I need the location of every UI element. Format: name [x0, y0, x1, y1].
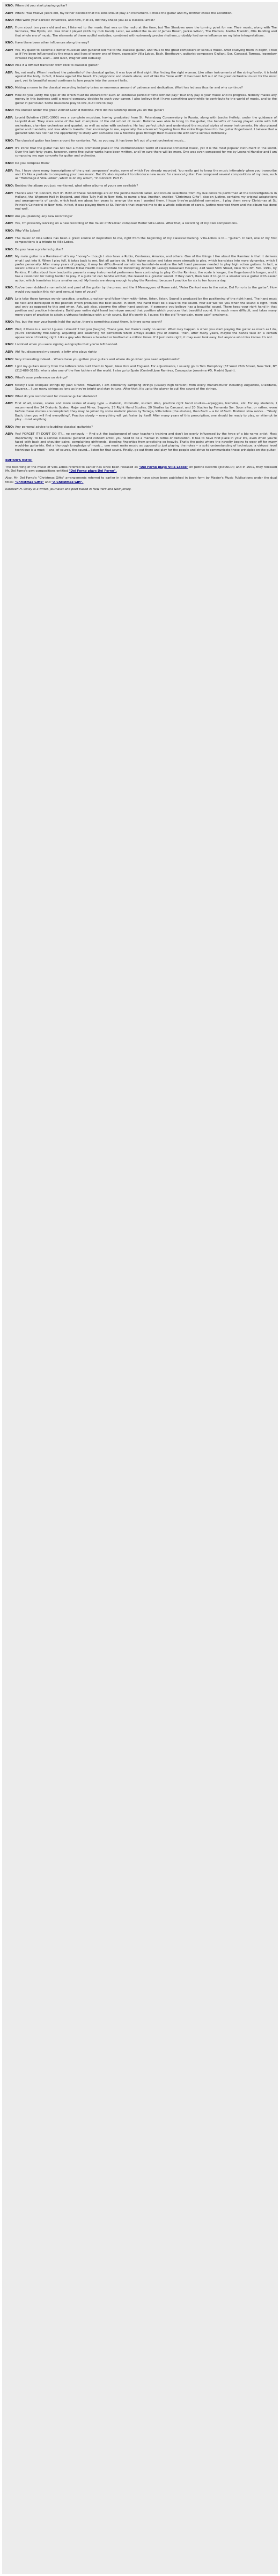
interview-entry	[5, 4, 277, 8]
interview-entry	[5, 321, 277, 324]
editors-note	[5, 459, 277, 492]
interview-entry	[5, 169, 277, 181]
entry-text: When I was twelve years old, my father decided that his sons should play an instrument. I chose the guitar and my brother chose the accordion.	[15, 11, 233, 15]
interview-entry	[5, 94, 277, 106]
speaker-label: ADF:	[5, 255, 13, 259]
entry-text: What's your preference on strings?	[15, 376, 68, 380]
speaker-label: ADF:	[5, 365, 13, 369]
speaker-label: ADF:	[5, 26, 13, 29]
entry-text: Besides the album you just mentioned, what other albums of yours are available?	[15, 184, 138, 188]
interview-entry	[5, 215, 277, 219]
interview-entry	[5, 286, 277, 294]
speaker-label: KNO:	[5, 41, 14, 45]
speaker-label: ADF:	[5, 402, 13, 406]
entry-text: Was it a difficult transition from rock to classical guitar?	[15, 64, 99, 68]
note-text: on Justine Records (JR506CD); and in 2001, they released Mr. Del Forno's own compositions entitled	[5, 465, 277, 473]
speaker-label: ADF:	[5, 48, 13, 52]
interview-entry	[5, 433, 277, 452]
interview-entry	[5, 229, 277, 233]
interview-entry	[5, 116, 277, 136]
interview-entry	[5, 64, 277, 68]
speaker-label: ADF:	[5, 116, 13, 120]
editors-note-paragraph	[5, 477, 277, 485]
interview-entry	[5, 71, 277, 83]
entry-text: The classical guitar has been around for centuries. Yet, as you say, it has been left out of great orchestral music...	[15, 139, 187, 143]
entry-text: Do you compose then?	[15, 162, 50, 165]
entry-text: You studied under the great violinist Leonid Bolotine. How did his tutorship mold you on the guitar?	[15, 109, 165, 113]
entry-text: Mostly I use Aranjuez strings by Juan Orozco. However, I am constantly sampling strings (usually high tension) from every manufacturer including Augustine, D'addario, Savarez... I use many strings as long as they're bright and stay in tune. After that, it's up to the player to pull the sound of the strings.	[15, 383, 277, 391]
entry-text: When did you start playing guitar?	[15, 4, 67, 8]
interview-entry	[5, 395, 277, 399]
speaker-label: ADF:	[5, 11, 13, 15]
speaker-label: KNO:	[5, 162, 14, 165]
interview-entry	[5, 328, 277, 340]
entry-text: Very interesting indeed... Where have you gotten your guitars and where do go when you need adjustments?	[15, 358, 180, 361]
note-text: and	[45, 480, 51, 484]
interview-entry	[5, 402, 277, 422]
speaker-label: ADF:	[5, 297, 13, 301]
interview-entry	[5, 351, 277, 354]
interview-entry	[5, 109, 277, 113]
interview-entry	[5, 49, 277, 61]
content-panel	[2, 2, 278, 2574]
speaker-label: KNO:	[5, 64, 14, 68]
speaker-label: KNO:	[5, 286, 14, 290]
entry-text: Well, if there is a secret I guess I shouldn't tell you (laughs). Thank you, but there's really no secret. What may happen is when you start playing the guitar as much as I do, you're constantly fine-tuning, adjusting and searching for perfection which always eludes you of course. Then, after many years, maybe the hands take on a certain appearance of looking right. Like a guy who throws a baseball or football at a million times. If it just looks right, it may even look easy, but anyone who tries knows it's not.	[15, 328, 277, 339]
entry-text: Yes, I'm presently working on a new recording of the music of Brazilian composer Heitor Villa Lobos. After that, a recording of my own compositions.	[15, 222, 238, 226]
speaker-label: KNO:	[5, 184, 14, 188]
entry-text: No, not really. When I realized the potential of the classical guitar, it was love at first sight, like finding the right woman. Like other instruments of the string family, it is held against the body. In fact, it leans against the heart. It's polyphonic and stands alone, sort of like the "lone wolf". It has been left out of the great orchestral music for the most part, yet its beautiful sound continues to lure people into the concert halls.	[15, 71, 277, 83]
entry-text: Do you have a preferred guitar?	[15, 248, 63, 251]
note-text: The recording of the music of Villa-Lobos referred to earlier has since been released as	[5, 465, 138, 469]
interview-entry	[5, 426, 277, 429]
entry-text: Yes! FORGET IT! DON'T DO IT!... no seriously -- Find out the background of your teacher's training and don't be overly influenced by the hype of a big-name artist. Most importantly, to be a serious classical guitarist and concert artist, you need to be a maniac in terms of dedication. It has to have first place in your life, even when you're faced with back and shoulder pains, complaining girlfriends, bleeding fingertips from practicing so heavily. That's the point where the novelty begins to wear off for many would-be guitarists. Get a thorough knowledge of music... one must make music as opposed to just playing the notes -- a solid understanding of technique, a virtuosi level technique is a must -- and, of course, the sound... listen for that sound. Finally, go out there and play for the people and strive to communicate these principles on the guitar.	[15, 433, 277, 452]
speaker-label: KNO:	[5, 214, 14, 218]
entry-text: It's ironic that the guitar has not had a more prominent place in the institutionalized world of classical orchestral music, yet it is the most popular instrument in the world. Over the last forty years, however, some fine guitar works have been written, and I'm sure there will be more. One was even composed for me by Leonard Handler and I am composing my own concerto for guitar and orchestra.	[15, 146, 277, 158]
entry-text: What do you recommend for classical guitar students?	[15, 394, 97, 398]
entry-text: You've been dubbed a romanticist and poet of the guitar by the press, and the II Messaggero of Rome said, "Peter Dantoni was to the voice, Del Forno is to the guitar". How would you explain this rich and sensual tone of yours?	[15, 286, 277, 294]
entry-text: Ah! You discovered my secret; a lefty who plays righty.	[15, 351, 98, 354]
entry-text: Lets take those famous words--practice, practice, practice--and follow them with--listen, listen, listen. Sound is produced by the positioning of the right hand. The hand must be held and developed in the position which produces the best sound. In short, the hand must be a slave to the sound. Your ear will tell you when the sound is right. Then and only as opposed to this and when. Ask, ask also, observe the other hand position. If someone you believe has a beautiful sound. There keep your right hand in that position and practice intensively. Build your entire right hand technique around that position which produces that beautiful sound. It is much more difficult, and takes many more years of practice to attain a virtuoso technique with a rich sound. But it's worth it. I guess it's the old "know pain, more gain" syndrome.	[15, 297, 277, 317]
entry-text: Leonid Bolotine (1901-1993) was a complete musician, having graduated from St. Petersburg Conservatory in Russia, along with Jascha Heifetz, under the guidance of Leopold Auer. They were some of the last champions of the old school of music. Bolotine was able to bring to the guitar, the benefits of having played violin with full orchestras, chamber orchestras and quartet, as well as solos with orchestra. He had perfect pitch and understood the musical styles of many instruments. He also played guitar and mandolin, and was able to transfer that knowledge to me, especially the advanced fingering from the violin fingerboard to the guitar fingerboard. I believe that a guitarist who has not had the opportunity to study with someone like a Bolotine goes through their musical life with some serious deficiency.	[15, 116, 277, 136]
note-text: Also, Mr. Del Forno's "Christmas Gifts" arrangements referred to earlier in this interview have since been published in book form by Master's Music Publications under the dual titles:	[5, 477, 277, 484]
interview-entry	[5, 376, 277, 380]
book-link-christmas-gifts[interactable]: "Christmas Gifts"	[14, 480, 44, 484]
speaker-label: KNO:	[5, 343, 14, 347]
interview-entry	[5, 358, 277, 362]
entry-text: Who were your earliest influences, and how, if at all, did they shape you as a classical artist?	[15, 19, 155, 23]
speaker-label: ADF:	[5, 191, 13, 195]
entry-text: My main guitar is a Ramirez--that's my "honey"-- though I also have a Rubio, Contreras, Amalios, and others. One of the things I like about the Ramirez is that it delivers what I put into it. When I play full, it takes back to me. Not all guitars do. It has higher action and takes more strength to play, which translates into more dynamics, which I prefer personally. After many years of playing, it may be difficult--and sometimes harmful--to endure the left hand pressure needed to play high action guitars. In fact, a recent article in Guitarman and Official Millar Health Care Institute for Performing Artists (RI Lesley) Roosevelt Hospital, 428 West 59th Street, New York NY, Feb. 1991, by Perkins, P. talks about how tendonitis prevents many instrumental performers from continuing to play. On the Ramirez, the scale is longer, the fingerboard is longer, and it has a resolution for being harder to play. If a guitarist can handle all that, the reward is a greater sound. If they can't, then take it to go to a smaller scale guitar with easier action, which translates into a smaller sound. My hands are strong enough to play the Ramirez, because I practice for six to ten hours a day.	[15, 255, 277, 282]
speaker-label: KNO:	[5, 425, 14, 429]
speaker-label: KNO:	[5, 229, 14, 233]
entry-text: I noticed when you were signing autographs that you're left handed.	[15, 343, 119, 347]
speaker-label: ADF:	[5, 146, 13, 150]
interview-entry	[5, 237, 277, 245]
album-link-del-forno[interactable]: "Del Forno plays Del Forno".	[69, 470, 117, 473]
book-link-a-christmas-gift[interactable]: "A Christmas Gift".	[51, 480, 84, 484]
speaker-label: ADF:	[5, 383, 13, 387]
entry-text: Yes. My quest to become a better musician and guitarist led me to the classical guitar, and thus to the great composers of serious music. After studying them in depth, I feel as if I've been influenced by the music and lives of every one of them, especially Villa Lobos, Bach, Beethoven, guitarist-composers Giuliani, Sor, Carcassi, Tarrega, legendary virtuoso Paganini, Liszt... and later, Wagner and Debussy.	[15, 48, 277, 60]
entry-text: Any personal advice to budding classical guitarists?	[15, 425, 93, 429]
entry-text: First of all, scales, scales and more scales of every type -- diatonic, chromatic, slurred. Also, practice right hand studies—arpeggios, tremolos, etc. For my students, I recommend the 24 Diatonic Scales, Major and Minor, Segovia, 25 Right Hand Studies, 20 Studies by Carcassi, and 20 Studies by Fernando Sor. Soon after, or rather, even before these studies are completed, they may be joined by some melodic pieces by Tarrega, Villa Lobos (the etudes), then Bach -- a lot of Bach. Brahms' slow works... "Study Bach, then you will find everything". Practice slowly -- everything will get faster by itself. After many years of this prescription, one should be ready to play, or attempt to play... most anything.	[15, 402, 277, 422]
interview-entry	[5, 365, 277, 373]
interview-entry	[5, 297, 277, 317]
author-byline: Kathleen H. Oxley is a writer, journalist and poet based in New York and New Jersey.	[5, 488, 132, 492]
interview-entry	[5, 384, 277, 392]
speaker-label: KNO:	[5, 19, 14, 23]
interview-transcript	[5, 4, 277, 495]
speaker-label: ADF:	[5, 351, 13, 354]
speaker-label: ADF:	[5, 328, 13, 332]
entry-text: Have there been other influences along the way?	[15, 41, 90, 45]
entry-text: From about ten years old and on, I listened to the music that was on the radio at the time, but The Shadows were the turning point for me. Their music, along with The Ventures, The Byrds, etc. was what I played (with my rock band). Later, we added the music of James Brown, Jackie Wilson, The Platters, Aretha Franklin, Otis Redding and that whole era of music. The elements of these soulful melodies, combined with extremely precise rhythms, probably had some influence on my later interpretations.	[15, 26, 277, 38]
editors-note-title: EDITOR'S NOTE:	[5, 459, 33, 463]
interview-entry	[5, 343, 277, 347]
speaker-label: KNO:	[5, 321, 14, 324]
speaker-label: KNO:	[5, 109, 14, 113]
editors-note-paragraph	[5, 466, 277, 474]
interview-entry	[5, 162, 277, 166]
interview-entry	[5, 255, 277, 283]
interview-entry	[5, 41, 277, 45]
speaker-label: KNO:	[5, 139, 14, 143]
speaker-label: KNO:	[5, 358, 14, 361]
speaker-label: ADF:	[5, 71, 13, 75]
entry-text: Making a name in the classical recording industry takes an enormous amount of patience and dedication. What has led you thus far and why continue?	[15, 86, 243, 90]
speaker-label: KNO:	[5, 4, 14, 8]
entry-text: Yes, I have done many transcriptions of the great composers' works, some of which I've already recorded. You really get to know the music intimately when you transcribe and it's like a prelude to composing your own music. But it's also important to introduce new music for classical guitar. I've composed several compositions of my own, such as "Hommage A Villa Lobos", which is on my album, "In Concert: Part I".	[15, 169, 277, 181]
interview-entry	[5, 147, 277, 159]
speaker-label: KNO:	[5, 376, 14, 380]
speaker-label: ADF:	[5, 93, 13, 97]
album-link-villa-lobos[interactable]: "Del Forno plays Villa Lobos"	[138, 465, 188, 469]
speaker-label: KNO:	[5, 394, 14, 398]
speaker-label: ADF:	[5, 169, 13, 173]
speaker-label: KNO:	[5, 248, 14, 251]
speaker-label: ADF:	[5, 433, 13, 436]
interview-entry	[5, 12, 277, 16]
entry-text: Are you planning any new recordings?	[15, 214, 73, 218]
speaker-label: ADF:	[5, 236, 13, 240]
interview-entry	[5, 192, 277, 212]
interview-entry	[5, 139, 277, 143]
entry-text: The music of Villa Lobos has been a great source of inspiration to me, right from the beginning of my classical training. Villa-Lobos is to... "guitar". In fact, one of my first compositions is a tribute to Villa Lobos.	[15, 236, 277, 244]
interview-entry	[5, 184, 277, 188]
interview-entry	[5, 19, 277, 23]
speaker-label: ADF:	[5, 222, 13, 226]
interview-entry	[5, 26, 277, 38]
interview-entry	[5, 86, 277, 90]
interview-entry	[5, 248, 277, 252]
interview-entry	[5, 222, 277, 226]
entry-text: How do you justify the type of life which must be endured for such an extensive period of time without pay? Your only pay is your music and its progress. Nobody makes any money in this business until a record company decides to push your career. I also believe that I have something worthwhile to contribute to the world of music, and to the guitar in particular. Some musicians play to live, but I live to play.	[15, 93, 277, 105]
speaker-label: KNO:	[5, 86, 14, 90]
entry-text: I got my guitars mostly from the luthiers who built them in Spain, New York and England. For adjustments, I usually go to Tom Humphrey (37 West 26th Street, New York, NY (212-689-3165), who is also one of the fine luthiers of the world. I also go to Spain (Contrell Jose Ramirez, Concepcion Jeronima #5, Madrid Spain).	[15, 365, 277, 373]
entry-text: Why Villa Lobos?	[15, 229, 41, 233]
entry-text: There's also "In Concert, Part II". Both of these recordings are on the Justine Records label, and include selections from my live concerts performed at the Concertgebouw in Holland, the Wigmore Hall in England, and Alice Tully Hall in New York, to name a few. Another, entitled "Christmas Gifts", also on Justine, contains my original adaptations and arrangements of carols, which took me about ten years to arrange the way I wanted them. I hope they're published someday... I play them every Christmas at St. Patrick's Cathedral in New York. In fact, it was playing them at St. Patrick's that inspired me to do a whole collection of carols. Justine recorded them and the album has done real well.	[15, 191, 277, 211]
entry-text: Yes, but the way your hands hold the guitar, there's something about them. Is there some secret?	[15, 321, 163, 324]
